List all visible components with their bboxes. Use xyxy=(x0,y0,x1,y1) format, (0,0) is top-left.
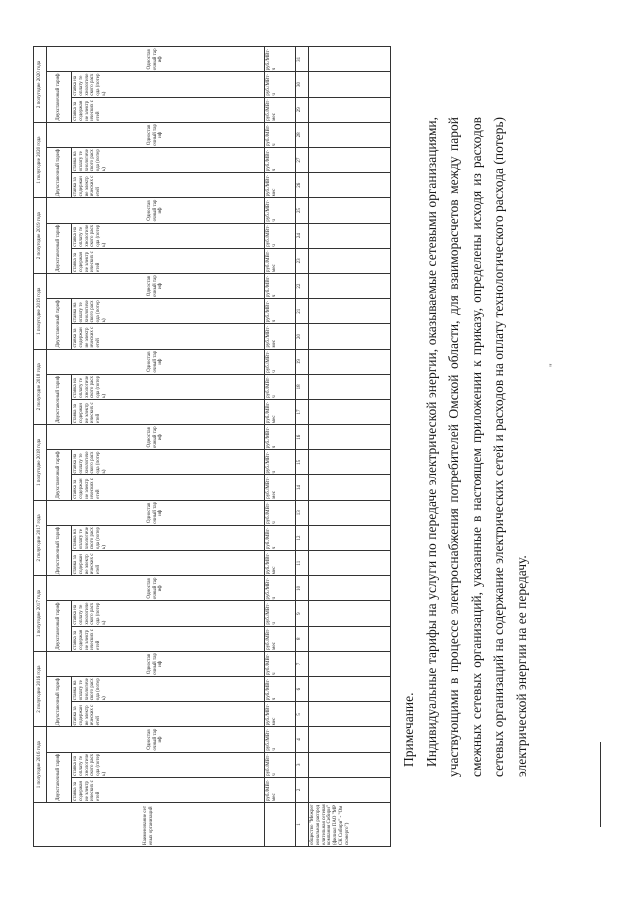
column-number-cell: 24 xyxy=(296,223,309,248)
two-part-header: Двухставочный тариф xyxy=(47,525,72,575)
one-part-header: Одноставочный тариф xyxy=(47,349,265,374)
one-part-header: Одноставочный тариф xyxy=(47,727,265,752)
column-number-cell: 9 xyxy=(296,601,309,626)
column-number-cell: 20 xyxy=(296,324,309,349)
note-text: Индивидуальные тарифы на услуги по передаче электрической энергии, оказываемые сетевыми организациями, участвующими в процессе электроснабжения потребителей Омской области, для взаиморасчетов между парой смежных сетевых организаций, указанные в настоящем приложении к приказу, определены исходя из расходов сетевых организаций на содержание электрических сетей и расходов на оплату технологического расхода (потерь) электрической энергии на ее передачу. xyxy=(423,117,529,777)
rate-losses-header: ставка на оплату технологического расхода (потерь) xyxy=(72,148,265,173)
value-cell xyxy=(309,173,391,198)
value-cell xyxy=(309,727,391,752)
units-blank-cell xyxy=(265,803,296,847)
one-part-header: Одноставочный тариф xyxy=(47,198,265,223)
value-cell xyxy=(309,425,391,450)
rate-maintenance-header: ставка за содержание электрических сетей xyxy=(72,626,265,651)
unit-kw-cell: руб./МВт·мес xyxy=(265,173,296,198)
rate-maintenance-header: ставка за содержание электрических сетей xyxy=(72,777,265,802)
value-cell xyxy=(309,576,391,601)
one-part-header: Одноставочный тариф xyxy=(47,576,265,601)
column-number-cell: 12 xyxy=(296,525,309,550)
rate-losses-header: ставка на оплату технологического расхода (потерь) xyxy=(72,374,265,399)
value-cell xyxy=(309,500,391,525)
two-part-header: Двухставочный тариф xyxy=(47,601,72,651)
tariff-table xyxy=(33,46,391,847)
value-cell xyxy=(309,702,391,727)
unit-kw-cell: руб./МВт·мес xyxy=(265,399,296,424)
page-marker: " xyxy=(548,363,558,367)
value-cell xyxy=(309,525,391,550)
period-header: 1 полугодие 2019 года xyxy=(34,273,47,349)
unit-kwh-cell: руб./МВт·ч xyxy=(265,425,296,450)
unit-kwh-cell: руб./МВт·ч xyxy=(265,273,296,298)
column-number-cell: 3 xyxy=(296,752,309,777)
column-number-cell: 14 xyxy=(296,475,309,500)
value-cell xyxy=(309,626,391,651)
rate-losses-header: ставка на оплату технологического расхода (потерь) xyxy=(72,525,265,550)
unit-kwh-cell: руб./МВт·ч xyxy=(265,752,296,777)
period-header: 1 полугодие 2018 года xyxy=(34,425,47,501)
one-part-header: Одноставочный тариф xyxy=(47,273,265,298)
column-number-cell: 17 xyxy=(296,399,309,424)
value-cell xyxy=(309,601,391,626)
value-cell xyxy=(309,399,391,424)
value-cell xyxy=(309,324,391,349)
two-part-header: Двухставочный тариф xyxy=(47,148,72,198)
one-part-header: Одноставочный тариф xyxy=(47,47,265,72)
unit-kw-cell: руб./МВт·мес xyxy=(265,777,296,802)
unit-kwh-cell: руб./МВт·ч xyxy=(265,349,296,374)
unit-kwh-cell: руб./МВт·ч xyxy=(265,72,296,97)
rate-losses-header: ставка на оплату технологического расхода (потерь) xyxy=(72,752,265,777)
rate-losses-header: ставка на оплату технологического расхода (потерь) xyxy=(72,450,265,475)
unit-kwh-cell: руб./МВт·ч xyxy=(265,727,296,752)
period-header: 2 полугодие 2018 года xyxy=(34,349,47,425)
value-cell xyxy=(309,677,391,702)
column-number-cell: 6 xyxy=(296,677,309,702)
rate-maintenance-header: ставка за содержание электрических сетей xyxy=(72,399,265,424)
rate-losses-header: ставка на оплату технологического расхода (потерь) xyxy=(72,677,265,702)
column-number-cell: 19 xyxy=(296,349,309,374)
value-cell xyxy=(309,299,391,324)
unit-kwh-cell: руб./МВт·ч xyxy=(265,374,296,399)
rate-maintenance-header: ставка за содержание электрических сетей xyxy=(72,551,265,576)
rate-maintenance-header: ставка за содержание электрических сетей xyxy=(72,702,265,727)
unit-kwh-cell: руб./МВт·ч xyxy=(265,148,296,173)
column-number-cell: 8 xyxy=(296,626,309,651)
unit-kw-cell: руб./МВт·мес xyxy=(265,702,296,727)
two-part-header: Двухставочный тариф xyxy=(47,677,72,727)
rate-maintenance-header: ставка за содержание электрических сетей xyxy=(72,475,265,500)
two-part-header: Двухставочный тариф xyxy=(47,752,72,802)
two-part-header: Двухставочный тариф xyxy=(47,223,72,273)
column-number-cell: 13 xyxy=(296,500,309,525)
unit-kwh-cell: руб./МВт·ч xyxy=(265,651,296,676)
value-cell xyxy=(309,223,391,248)
column-number-cell: 25 xyxy=(296,198,309,223)
column-number-cell: 21 xyxy=(296,299,309,324)
unit-kw-cell: руб./МВт·мес xyxy=(265,551,296,576)
value-cell xyxy=(309,475,391,500)
column-number-cell: 23 xyxy=(296,248,309,273)
period-header: 1 полугодие 2020 года xyxy=(34,122,47,198)
column-number-cell: 30 xyxy=(296,72,309,97)
rate-maintenance-header: ставка за содержание электрических сетей xyxy=(72,324,265,349)
period-header: 1 полугодие 2017 года xyxy=(34,576,47,652)
two-part-header: Двухставочный тариф xyxy=(47,450,72,500)
unit-kwh-cell: руб./МВт·ч xyxy=(265,450,296,475)
column-number-cell: 29 xyxy=(296,97,309,122)
value-cell xyxy=(309,122,391,147)
rate-losses-header: ставка на оплату технологического расхода (потерь) xyxy=(72,299,265,324)
row-label-header: Наименование сетевых организаций xyxy=(34,803,265,847)
unit-kwh-cell: руб./МВт·ч xyxy=(265,47,296,72)
column-number-cell: 16 xyxy=(296,425,309,450)
period-header: 2 полугодие 2020 года xyxy=(34,47,47,123)
value-cell xyxy=(309,450,391,475)
two-part-header: Двухставочный тариф xyxy=(47,299,72,349)
note-block xyxy=(398,117,533,777)
value-cell xyxy=(309,198,391,223)
rate-maintenance-header: ставка за содержание электрических сетей xyxy=(72,97,265,122)
two-part-header: Двухставочный тариф xyxy=(47,374,72,424)
value-cell xyxy=(309,47,391,72)
value-cell xyxy=(309,72,391,97)
unit-kwh-cell: руб./МВт·ч xyxy=(265,299,296,324)
value-cell xyxy=(309,374,391,399)
rate-maintenance-header: ставка за содержание электрических сетей xyxy=(72,248,265,273)
unit-kw-cell: руб./МВт·мес xyxy=(265,475,296,500)
period-header: 2 полугодие 2017 года xyxy=(34,500,47,576)
unit-kwh-cell: руб./МВт·ч xyxy=(265,677,296,702)
value-cell xyxy=(309,551,391,576)
column-number-cell: 27 xyxy=(296,148,309,173)
column-number-cell: 11 xyxy=(296,551,309,576)
unit-kw-cell: руб./МВт·мес xyxy=(265,248,296,273)
value-cell xyxy=(309,148,391,173)
one-part-header: Одноставочный тариф xyxy=(47,122,265,147)
period-header: 1 полугодие 2016 года xyxy=(34,727,47,803)
rate-losses-header: ставка на оплату технологического расхода (потерь) xyxy=(72,223,265,248)
one-part-header: Одноставочный тариф xyxy=(47,425,265,450)
value-cell xyxy=(309,349,391,374)
value-cell xyxy=(309,248,391,273)
unit-kw-cell: руб./МВт·мес xyxy=(265,626,296,651)
rate-losses-header: ставка на оплату технологического расхода (потерь) xyxy=(72,72,265,97)
row-number-cell: 1 xyxy=(296,803,309,847)
unit-kwh-cell: руб./МВт·ч xyxy=(265,223,296,248)
column-number-cell: 28 xyxy=(296,122,309,147)
rate-losses-header: ставка на оплату технологического расхода (потерь) xyxy=(72,601,265,626)
column-number-cell: 2 xyxy=(296,777,309,802)
column-number-cell: 15 xyxy=(296,450,309,475)
one-part-header: Одноставочный тариф xyxy=(47,500,265,525)
value-cell xyxy=(309,273,391,298)
column-number-cell: 5 xyxy=(296,702,309,727)
column-number-cell: 7 xyxy=(296,651,309,676)
two-part-header: Двухставочный тариф xyxy=(47,72,72,122)
unit-kwh-cell: руб./МВт·ч xyxy=(265,122,296,147)
column-number-cell: 26 xyxy=(296,173,309,198)
column-number-cell: 31 xyxy=(296,47,309,72)
unit-kwh-cell: руб./МВт·ч xyxy=(265,601,296,626)
value-cell xyxy=(309,777,391,802)
note-title: Примечание. xyxy=(401,692,416,767)
period-header: 2 полугодие 2019 года xyxy=(34,198,47,274)
unit-kwh-cell: руб./МВт·ч xyxy=(265,576,296,601)
column-number-cell: 10 xyxy=(296,576,309,601)
value-cell xyxy=(309,752,391,777)
value-cell xyxy=(309,97,391,122)
value-cell xyxy=(309,651,391,676)
org-name-cell: общество "Межрегиональная распределительная сетевая компания Сибири" (филиал ПАО "МРСК Сибири" - "Омскэнерго") xyxy=(309,803,391,847)
column-number-cell: 22 xyxy=(296,273,309,298)
period-header: 2 полугодие 2016 года xyxy=(34,651,47,727)
one-part-header: Одноставочный тариф xyxy=(47,651,265,676)
unit-kwh-cell: руб./МВт·ч xyxy=(265,525,296,550)
column-number-cell: 4 xyxy=(296,727,309,752)
unit-kwh-cell: руб./МВт·ч xyxy=(265,198,296,223)
unit-kwh-cell: руб./МВт·ч xyxy=(265,500,296,525)
unit-kw-cell: руб./МВт·мес xyxy=(265,97,296,122)
unit-kw-cell: руб./МВт·мес xyxy=(265,324,296,349)
column-number-cell: 18 xyxy=(296,374,309,399)
footnote-rule xyxy=(600,742,601,827)
rate-maintenance-header: ставка за содержание электрических сетей xyxy=(72,173,265,198)
